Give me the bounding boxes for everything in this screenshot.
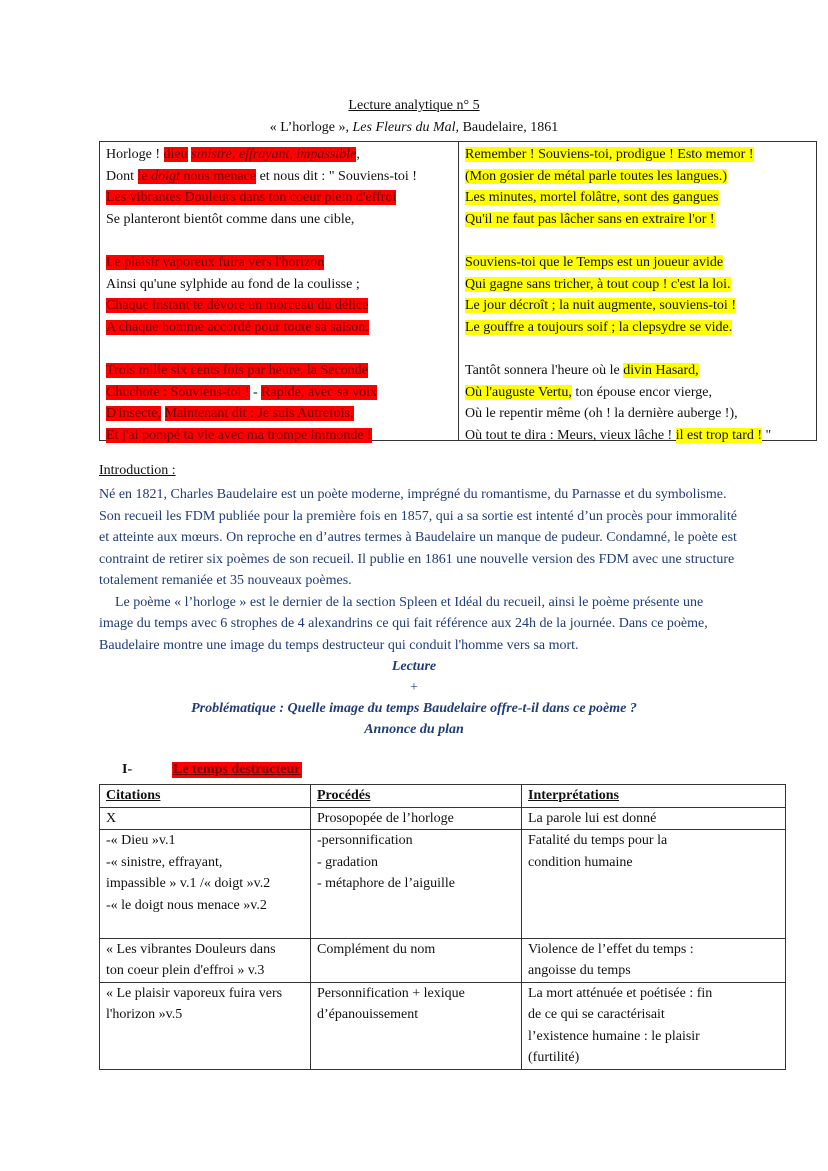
procede-cell xyxy=(311,807,522,830)
table-row xyxy=(100,830,786,939)
cell-line: impassible » v.1 /« doigt »v.2 xyxy=(106,876,271,891)
stanza-break xyxy=(106,230,452,252)
intro-paragraph-2: Le poème « l’horloge » est le dernier de la section Spleen et Idéal du recueil, ainsi le poème présente une image du temps avec 6 strophes de 4 alexandrins ce qui fait référence aux 24h de la journée. Dans ce poème, Baudelaire montre une image du temps destructeur qui conduit l'homme vers sa mort. xyxy=(99,594,708,653)
stanza-break xyxy=(465,338,810,360)
verse-text: Horloge ! xyxy=(106,147,164,162)
cell-line: (furtilité) xyxy=(528,1050,580,1065)
citation-cell xyxy=(100,938,311,982)
procede-cell xyxy=(311,982,522,1069)
subtitle-work: Les Fleurs du Mal, xyxy=(352,120,460,135)
interpretation-cell xyxy=(522,982,786,1069)
highlighted-text: Remember ! Souviens-toi, prodigue ! Esto memor ! xyxy=(465,147,754,162)
verse-text: Où tout te dira : Meurs, vieux lâche ! xyxy=(465,427,676,443)
highlighted-text: dieu xyxy=(163,147,188,162)
subtitle-pre: « L’horloge », xyxy=(269,120,353,135)
poem-right-column xyxy=(459,142,816,443)
cell-line: - gradation xyxy=(317,854,379,870)
interpretation-cell xyxy=(522,807,786,830)
cell-line: Violence de l’effet du temps : xyxy=(528,941,694,957)
cell-line: angoisse du temps xyxy=(528,963,631,978)
highlighted-text: Chuchote : Souviens-toi ! xyxy=(106,384,250,400)
cell-line: -« Dieu »v.1 xyxy=(106,833,176,848)
poem-verse xyxy=(465,317,810,339)
table-header-row xyxy=(100,785,786,808)
verse-text: - xyxy=(249,384,262,400)
verse-text: , xyxy=(356,147,360,162)
cell-line: d’épanouissement xyxy=(317,1007,419,1022)
highlighted-text: Les minutes, mortel folâtre, sont des gangues xyxy=(465,190,719,206)
poem-verse xyxy=(106,144,452,166)
intro-paragraph-1: Né en 1821, Charles Baudelaire est un poète moderne, imprégné du romantisme, du Parnasse et du symbolisme. Son recueil les FDM publiée pour la première fois en 1857, qui a sa sortie est intenté d’un procès pour immoralité et atteinte aux mœurs. On reproche en d’autres termes à Baudelaire un manque de pudeur. Condamné, le poète est contraint de retirer six poèmes de son recueil. Il publie en 1861 une nouvelle version des FDM avec une structure totalement remaniée et 35 nouveaux poèmes. xyxy=(99,487,738,588)
cell-line: -personnification xyxy=(317,833,413,848)
intro-label: Introduction : xyxy=(99,463,176,478)
cell-line: « Les vibrantes Douleurs dans xyxy=(106,941,276,957)
poem-verse xyxy=(106,403,452,425)
cell-line: Fatalité du temps pour la xyxy=(528,833,668,848)
verse-text: et nous dit : " Souviens-toi ! xyxy=(256,168,417,184)
table-row xyxy=(100,982,786,1069)
lecture-heading: Lecture xyxy=(391,659,437,674)
verse-text: Se planteront bientôt comme dans une cible, xyxy=(106,211,355,227)
highlighted-text: Où l'auguste Vertu, xyxy=(465,384,572,400)
highlighted-text: D'insecte, xyxy=(106,406,162,422)
cell-line: de ce qui se caractérisait xyxy=(528,1007,665,1022)
poem-verse xyxy=(465,382,810,404)
cell-line: -« le doigt nous menace »v.2 xyxy=(106,897,267,913)
cell-line: l'horizon »v.5 xyxy=(106,1007,183,1022)
header-label: Procédés xyxy=(317,788,371,803)
poem-verse xyxy=(465,295,810,317)
interpretation-cell xyxy=(522,830,786,939)
highlighted-text: Les vibrantes Douleurs dans ton coeur plein d'effroi xyxy=(106,190,397,206)
cell-line: - métaphore de l’aiguille xyxy=(317,876,455,891)
poem-verse xyxy=(465,403,810,425)
poem-verse xyxy=(465,144,810,166)
poem-verse xyxy=(465,274,810,296)
poem-verse xyxy=(106,382,452,404)
table-row xyxy=(100,807,786,830)
cell-line: « Le plaisir vaporeux fuira vers xyxy=(106,985,283,1001)
poem-verse xyxy=(106,166,452,188)
stanza-break xyxy=(465,230,810,252)
poem-verse xyxy=(106,274,452,296)
problematique: Problématique : Quelle image du temps Baudelaire offre-t-il dans ce poème ? xyxy=(191,701,637,716)
poem-left-column xyxy=(100,142,459,443)
poem-verse xyxy=(106,209,452,231)
cell-line: Complément du nom xyxy=(317,941,436,957)
cell-line: La mort atténuée et poétisée : fin xyxy=(528,985,713,1001)
highlighted-text: Qui gagne sans tricher, à tout coup ! c'est la loi. xyxy=(465,276,731,292)
interpretation-cell xyxy=(522,938,786,982)
highlighted-text: Trois mille six cents fois par heure, la Seconde xyxy=(106,362,368,378)
intro-text xyxy=(99,484,739,656)
header-interpretations xyxy=(522,785,786,808)
highlighted-text: Le plaisir vaporeux fuira vers l'horizon xyxy=(106,254,325,270)
verse-text: " xyxy=(762,427,772,443)
section-number: I- xyxy=(122,762,133,777)
verse-text: ton épouse encor vierge, xyxy=(571,384,712,400)
header-label: Citations xyxy=(106,788,161,803)
citation-cell xyxy=(100,982,311,1069)
procede-cell xyxy=(311,830,522,939)
highlighted-text: Et j'ai pompé ta vie avec ma trompe immonde ! xyxy=(106,427,372,443)
cell-line: l’existence humaine : le plaisir xyxy=(528,1028,700,1044)
highlighted-text: (Mon gosier de métal parle toutes les langues.) xyxy=(465,168,728,184)
procede-cell xyxy=(311,938,522,982)
verse-text: Tantôt sonnera l'heure où le xyxy=(465,362,624,378)
highlighted-text: doigt xyxy=(151,168,180,184)
cell-line: La parole lui est donné xyxy=(528,810,657,826)
cell-line xyxy=(106,916,304,938)
poem-verse xyxy=(465,209,810,231)
highlighted-text: Chaque instant te dévore un morceau du délice xyxy=(106,298,369,314)
highlighted-text: Rapide, avec sa voix xyxy=(261,384,378,400)
table-row xyxy=(100,938,786,982)
highlighted-text: Souviens-toi que le Temps est un joueur avide xyxy=(465,254,724,270)
poem-verse xyxy=(106,317,452,339)
highlighted-text: Le jour décroît ; la nuit augmente, souviens-toi ! xyxy=(465,298,736,314)
page-title: Lecture analytique n° 5 xyxy=(348,98,480,113)
cell-line: ton coeur plein d'effroi » v.3 xyxy=(106,963,265,978)
poem-verse xyxy=(106,187,452,209)
poem-verse xyxy=(465,252,810,274)
poem-verse xyxy=(465,425,810,447)
poem-verse xyxy=(465,187,810,209)
poem-verse xyxy=(465,166,810,188)
page-subtitle xyxy=(0,120,828,136)
analysis-table xyxy=(99,784,786,1070)
verse-text: Où le repentir même (oh ! la dernière auberge !), xyxy=(465,406,738,422)
plus-sign: + xyxy=(410,680,418,695)
highlighted-text: il est trop tard ! xyxy=(675,427,763,443)
cell-line: Personnification + lexique xyxy=(317,985,465,1001)
highlighted-text: le xyxy=(137,168,152,184)
poem-verse xyxy=(106,252,452,274)
cell-line: Prosopopée de l’horloge xyxy=(317,810,454,826)
verse-text xyxy=(161,406,165,421)
section-title: Le temps destructeur xyxy=(173,762,301,777)
verse-text: Dont xyxy=(106,168,138,184)
highlighted-text: A chaque homme accordé pour toute sa saison. xyxy=(106,319,369,335)
subtitle-post: Baudelaire, 1861 xyxy=(459,120,559,135)
header-label: Interprétations xyxy=(528,788,619,803)
citation-cell xyxy=(100,807,311,830)
stanza-break xyxy=(106,338,452,360)
verse-text: Ainsi qu'une sylphide au fond de la coulisse ; xyxy=(106,276,360,292)
poem-verse xyxy=(106,425,452,447)
highlighted-text: divin Hasard, xyxy=(623,362,699,378)
cell-line: X xyxy=(106,810,117,826)
cell-line: -« sinistre, effrayant, xyxy=(106,854,223,870)
highlighted-text: Qu'il ne faut pas lâcher sans en extraire l'or ! xyxy=(465,211,715,227)
highlighted-text: Maintenant dit : Je suis Autrefois, xyxy=(164,406,354,422)
highlighted-text: nous menace xyxy=(179,168,257,184)
citation-cell xyxy=(100,830,311,939)
poem-verse xyxy=(465,360,810,382)
header-citations xyxy=(100,785,311,808)
poem-verse xyxy=(106,295,452,317)
highlighted-text: Le gouffre a toujours soif ; la clepsydre se vide. xyxy=(465,319,733,335)
poem-verse xyxy=(106,360,452,382)
annonce-du-plan: Annonce du plan xyxy=(364,722,464,737)
header-procedes xyxy=(311,785,522,808)
cell-line: condition humaine xyxy=(528,854,633,870)
poem-table xyxy=(99,141,817,441)
highlighted-text: sinistre, effrayant, impassible xyxy=(191,147,357,162)
